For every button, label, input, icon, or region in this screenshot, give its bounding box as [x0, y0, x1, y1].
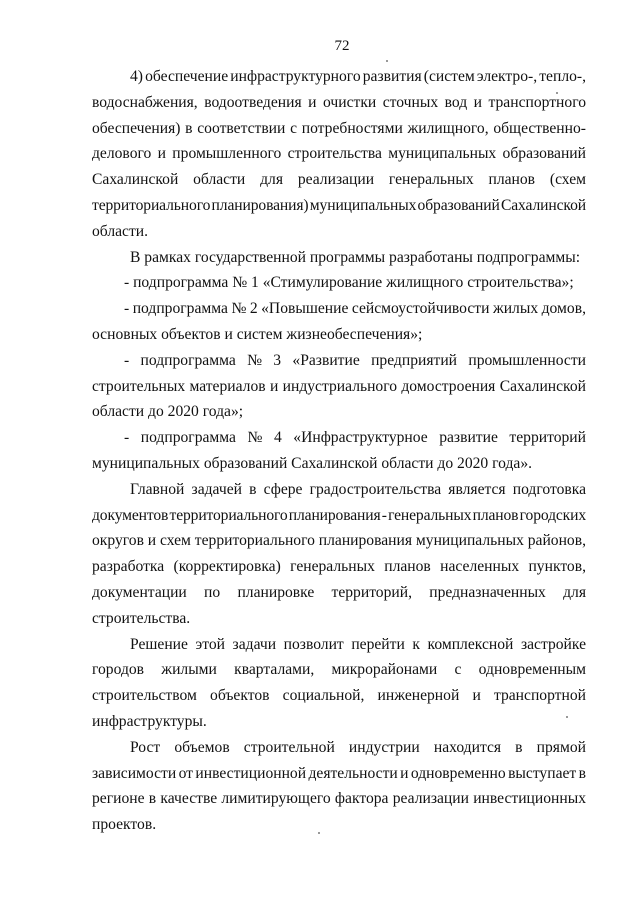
text-line — [92, 141, 586, 167]
text-line — [92, 761, 586, 787]
text-line — [92, 219, 586, 245]
text-line-content: Главной задачей в сфере градостроительства является подготовка — [130, 480, 586, 498]
text-line — [92, 245, 586, 271]
text-line — [92, 64, 586, 90]
scan-speck — [556, 92, 558, 94]
text-line — [92, 477, 586, 503]
text-line-content: строительства. — [92, 609, 191, 627]
text-line-content: строительством объектов социальной, инженерной и транспортной — [92, 687, 586, 705]
text-line — [92, 270, 586, 296]
text-line — [92, 606, 586, 632]
text-line — [92, 322, 586, 348]
text-line-content: инфраструктуры. — [92, 712, 207, 730]
text-line-content: основных объектов и систем жизнеобеспечения»; — [92, 325, 423, 343]
text-line — [92, 735, 586, 761]
text-line — [92, 451, 586, 477]
paragraph — [92, 270, 586, 296]
text-line-content: 4) обеспечение инфраструктурного развития (систем электро-, тепло-, — [130, 68, 586, 85]
paragraph — [92, 296, 586, 348]
text-line-content: - подпрограмма № 2 «Повышение сейсмоустойчивости жилых домов, — [124, 300, 586, 318]
paragraph — [92, 632, 586, 735]
text-line — [92, 709, 586, 735]
text-line-content: области до 2020 года»; — [92, 403, 244, 421]
text-line — [92, 503, 586, 529]
text-line-content: территориального планирования) муниципальных образований Сахалинской — [92, 196, 586, 214]
paragraph — [92, 245, 586, 271]
text-line-content: области. — [92, 222, 149, 240]
text-line-content: зависимости от инвестиционной деятельности и одновременно выступает в — [92, 764, 586, 782]
text-line-content: разработка (корректировка) генеральных планов населенных пунктов, — [92, 558, 586, 576]
text-line — [92, 632, 586, 658]
text-line — [92, 374, 586, 400]
text-line-content: регионе в качестве лимитирующего фактора реализации инвестиционных — [92, 790, 586, 808]
scan-speck — [566, 716, 568, 718]
text-line — [92, 812, 586, 838]
text-line — [92, 425, 586, 451]
text-line-content: водоснабжения, водоотведения и очистки сточных вод и транспортного — [92, 93, 586, 111]
document-body — [92, 64, 586, 838]
text-line-content: обеспечения) в соответствии с потребностями жилищного, общественно- — [92, 119, 586, 137]
text-line — [92, 90, 586, 116]
text-line — [92, 167, 586, 193]
text-line — [92, 296, 586, 322]
text-line-content: Сахалинской области для реализации генеральных планов (схем — [92, 171, 586, 189]
text-line — [92, 580, 586, 606]
paragraph — [92, 477, 586, 632]
text-line-content: Рост объемов строительной индустрии находится в прямой — [130, 738, 586, 756]
text-line-content: проектов. — [92, 816, 157, 834]
text-line — [92, 193, 586, 219]
text-line-content: строительных материалов и индустриального домостроения Сахалинской — [92, 377, 586, 395]
text-line — [92, 116, 586, 142]
scan-speck — [318, 832, 320, 834]
text-line — [92, 348, 586, 374]
text-line-content: документов территориального планирования - генеральных планов городских — [92, 506, 586, 524]
text-line-content: Решение этой задачи позволит перейти к комплексной застройке — [130, 635, 586, 653]
text-line-content: муниципальных образований Сахалинской области до 2020 года». — [92, 454, 533, 472]
text-line — [92, 786, 586, 812]
text-line-content: - подпрограмма № 1 «Стимулирование жилищного строительства»; — [124, 274, 574, 292]
text-line-content: документации по планировке территорий, предназначенных для — [92, 583, 586, 601]
text-line-content: В рамках государственной программы разработаны подпрограммы: — [130, 248, 581, 266]
paragraph — [92, 348, 586, 425]
text-line-content: - подпрограмма № 3 «Развитие предприятий промышленности — [124, 351, 586, 369]
text-line — [92, 528, 586, 554]
text-line-content: делового и промышленного строительства муниципальных образований — [92, 145, 586, 163]
text-line — [92, 554, 586, 580]
text-line-content: - подпрограмма № 4 «Инфраструктурное развитие территорий — [124, 429, 586, 447]
text-line-content: округов и схем территориального планирования муниципальных районов, — [92, 532, 586, 550]
paragraph — [92, 735, 586, 838]
scan-speck — [386, 60, 388, 62]
text-line-content: городов жилыми кварталами, микрорайонами с одновременным — [92, 661, 586, 679]
text-line — [92, 657, 586, 683]
page-number: 72 — [334, 38, 350, 54]
text-line — [92, 399, 586, 425]
text-line — [92, 683, 586, 709]
paragraph — [92, 64, 586, 245]
paragraph — [92, 425, 586, 477]
